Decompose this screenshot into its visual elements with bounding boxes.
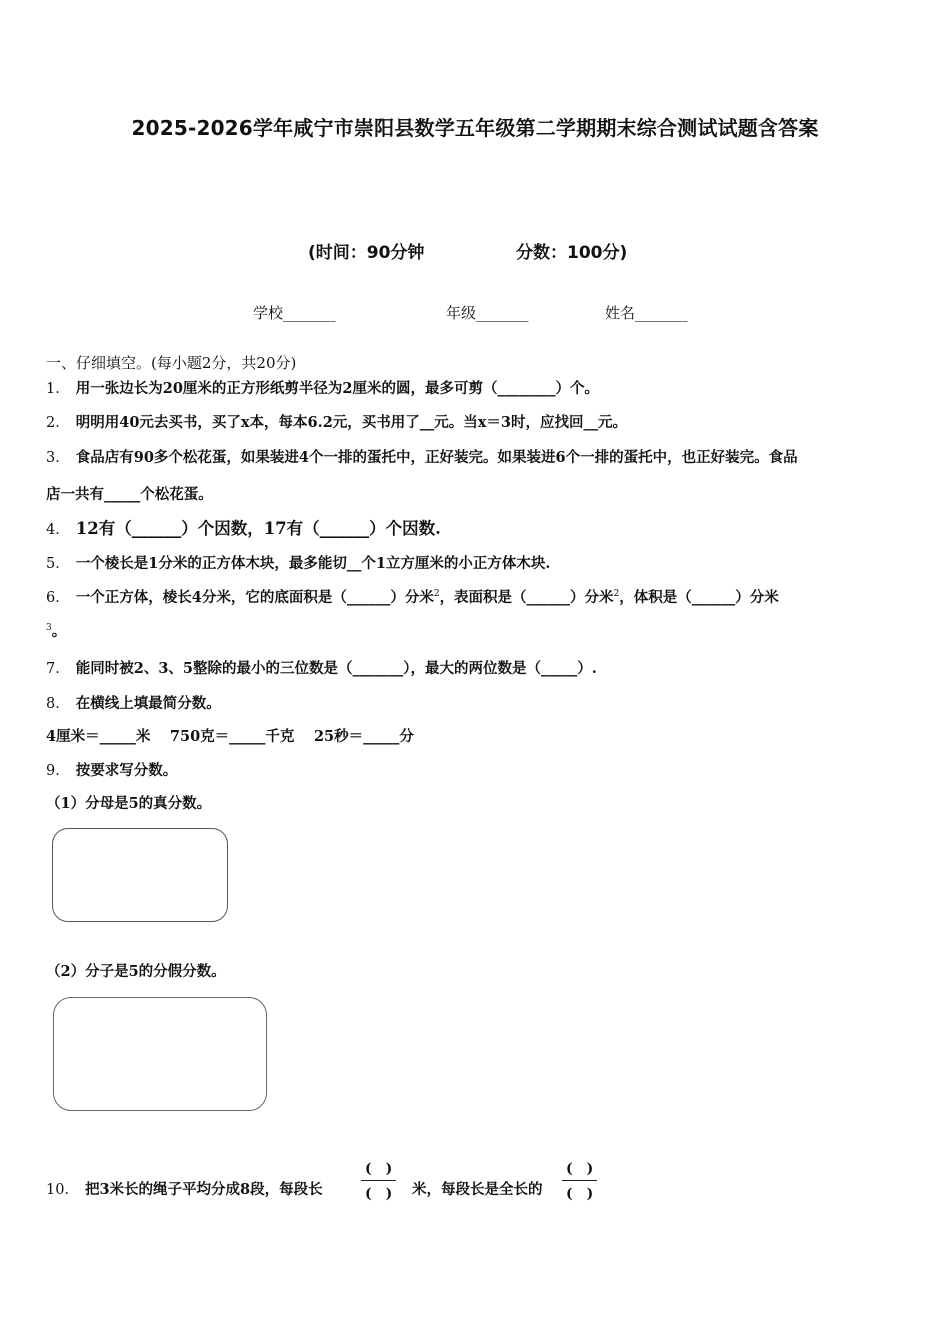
question-text: 按要求写分数。 bbox=[75, 762, 178, 779]
question-text: 能同时被2、3、5整除的最小的三位数是（_______），最大的两位数是（_____）. bbox=[75, 660, 597, 677]
question-number: 7． bbox=[46, 661, 70, 677]
name-field[interactable]: 姓名_______ bbox=[605, 304, 688, 322]
question-3 bbox=[46, 446, 798, 467]
question-text: 用一张边长为20厘米的正方形纸剪半径为2厘米的圆，最多可剪（________）个。 bbox=[75, 380, 599, 397]
question-number: 5． bbox=[46, 556, 70, 572]
question-text: 一个棱长是1分米的正方体木块，最多能切__个1立方厘米的小正方体木块. bbox=[75, 555, 551, 572]
question-text-c: ，体积是（______）分米 bbox=[619, 589, 779, 606]
fraction-numerator: ( ) bbox=[361, 1158, 396, 1181]
question-8 bbox=[46, 692, 221, 713]
fraction-blank-1[interactable] bbox=[361, 1158, 396, 1203]
question-9-part-2: （2）分子是5的分假分数。 bbox=[46, 963, 226, 980]
exam-score: 分数：100分) bbox=[516, 243, 628, 263]
fraction-blank-2[interactable] bbox=[562, 1158, 597, 1203]
page-title: 2025-2026学年咸宁市崇阳县数学五年级第二学期期末综合测试试题含答案 bbox=[131, 116, 819, 140]
question-number: 10． bbox=[46, 1182, 79, 1198]
superscript: 3 bbox=[46, 623, 52, 634]
question-5 bbox=[46, 552, 550, 573]
question-10-continued: 米，每段长是全长的 bbox=[412, 1181, 543, 1198]
question-number: 1． bbox=[46, 381, 70, 397]
question-number: 4． bbox=[46, 522, 70, 538]
question-10 bbox=[46, 1178, 323, 1199]
section-heading: 一、仔细填空。(每小题2分，共20分) bbox=[46, 354, 297, 372]
grade-field[interactable]: 年级_______ bbox=[446, 304, 529, 322]
question-1 bbox=[46, 377, 599, 398]
question-2 bbox=[46, 411, 627, 432]
question-text-a: 把3米长的绳子平均分成8段，每段长 bbox=[84, 1181, 323, 1198]
question-text-a: 一个正方体，棱长4分米，它的底面积是（______）分米 bbox=[75, 589, 434, 606]
answer-box-1[interactable] bbox=[52, 828, 228, 922]
question-7 bbox=[46, 657, 597, 678]
exam-time: (时间：90分钟 bbox=[308, 243, 425, 263]
question-8-conversions: 4厘米＝_____米 750克＝_____千克 25秒＝_____分 bbox=[46, 728, 414, 745]
question-9 bbox=[46, 759, 177, 780]
question-text-tail: 。 bbox=[51, 623, 67, 640]
superscript: 2 bbox=[433, 589, 440, 600]
question-number: 6． bbox=[46, 590, 70, 606]
question-text: 在横线上填最简分数。 bbox=[75, 695, 221, 712]
fraction-denominator: ( ) bbox=[566, 1186, 594, 1202]
question-text: 12有（______）个因数，17有（______）个因数. bbox=[75, 519, 441, 538]
question-text: 明明用40元去买书，买了x本，每本6.2元，买书用了__元。当x＝3时，应找回__元。 bbox=[75, 414, 628, 431]
question-number: 9． bbox=[46, 763, 70, 779]
question-text-b: ，表面积是（______）分米 bbox=[439, 589, 614, 606]
question-number: 2． bbox=[46, 415, 70, 431]
question-9-part-1: （1）分母是5的真分数。 bbox=[46, 795, 212, 812]
question-number: 3． bbox=[46, 450, 70, 466]
fraction-numerator: ( ) bbox=[562, 1158, 597, 1181]
question-6 bbox=[46, 586, 779, 607]
question-number: 8． bbox=[46, 696, 70, 712]
superscript: 2 bbox=[613, 589, 620, 600]
question-4 bbox=[46, 515, 441, 539]
school-field[interactable]: 学校_______ bbox=[253, 304, 336, 322]
fraction-denominator: ( ) bbox=[365, 1186, 393, 1202]
answer-box-2[interactable] bbox=[53, 997, 267, 1111]
question-3-continued: 店一共有_____个松花蛋。 bbox=[46, 486, 213, 503]
question-6-continued bbox=[46, 620, 66, 641]
question-text: 食品店有90多个松花蛋，如果装进4个一排的蛋托中，正好装完。如果装进6个一排的蛋托中，也正好装完。食品 bbox=[75, 449, 798, 466]
